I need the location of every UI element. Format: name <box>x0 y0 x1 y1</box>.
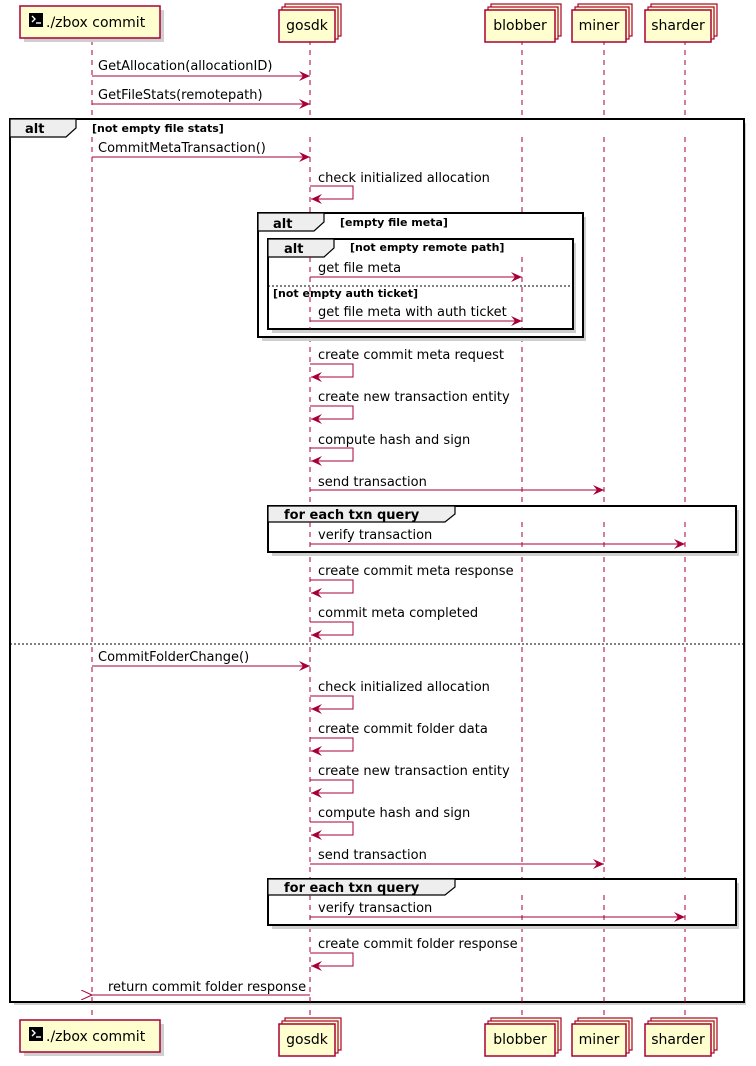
frame-keyword: for each txn query <box>284 508 420 523</box>
participant-blobber-bottom <box>485 1018 561 1056</box>
participant-sharder-bottom <box>645 1018 717 1056</box>
message-label: CommitFolderChange() <box>98 650 250 665</box>
message <box>92 88 310 104</box>
message-label: verify transaction <box>318 528 433 543</box>
message-label: return commit folder response <box>108 980 307 995</box>
message-label: compute hash and sign <box>318 806 471 821</box>
participant-label: sharder <box>651 1032 705 1048</box>
participant-label: gosdk <box>286 18 328 34</box>
frame-keyword: alt <box>25 122 45 137</box>
message-label: CommitMetaTransaction() <box>98 141 266 156</box>
message-label: create new transaction entity <box>318 390 510 405</box>
frame-condition: [not empty file stats] <box>92 122 224 135</box>
participant-label: sharder <box>651 18 705 34</box>
console-icon <box>29 1027 43 1041</box>
message-label: verify transaction <box>318 901 433 916</box>
message-label: GetAllocation(allocationID) <box>98 59 273 74</box>
message-label: create commit meta response <box>318 564 514 579</box>
frame-keyword: alt <box>284 242 304 257</box>
frame-else-condition: [not empty auth ticket] <box>273 287 419 300</box>
participant-zbox-top <box>20 6 164 42</box>
participant-miner-bottom <box>572 1018 632 1056</box>
message <box>92 59 310 76</box>
participant-miner-top <box>572 4 632 42</box>
message-label: GetFileStats(remotepath) <box>98 88 263 103</box>
participant-label: ./zbox commit <box>46 1029 146 1045</box>
message-label: create commit folder response <box>318 937 518 952</box>
frame-keyword: for each txn query <box>284 881 420 896</box>
message-label: check initialized allocation <box>318 171 490 186</box>
participant-label: miner <box>578 18 620 34</box>
frame-condition: [empty file meta] <box>340 216 448 229</box>
participant-label: miner <box>578 1032 620 1048</box>
message-label: get file meta <box>318 261 402 276</box>
message-label: commit meta completed <box>318 606 479 621</box>
message <box>310 305 522 321</box>
return-message <box>92 980 310 995</box>
message-label: compute hash and sign <box>318 433 471 448</box>
message-label: check initialized allocation <box>318 680 490 695</box>
participant-gosdk-top <box>279 4 341 42</box>
message-label: create commit meta request <box>318 348 504 363</box>
participant-label: blobber <box>493 18 547 34</box>
message-label: send transaction <box>318 848 427 863</box>
participant-label: gosdk <box>286 1032 328 1048</box>
message-label: send transaction <box>318 475 427 490</box>
participant-zbox-bottom <box>20 1020 164 1056</box>
message-label: get file meta with auth ticket <box>318 305 507 320</box>
message-label: create commit folder data <box>318 722 488 737</box>
message-label: create new transaction entity <box>318 764 510 779</box>
participant-gosdk-bottom <box>279 1018 341 1056</box>
frame-keyword: alt <box>273 217 293 232</box>
console-icon <box>29 13 43 27</box>
frame-condition: [not empty remote path] <box>350 241 505 254</box>
participant-blobber-top <box>485 4 561 42</box>
participant-sharder-top <box>645 4 717 42</box>
participant-label: blobber <box>493 1032 547 1048</box>
participant-label: ./zbox commit <box>46 15 146 31</box>
